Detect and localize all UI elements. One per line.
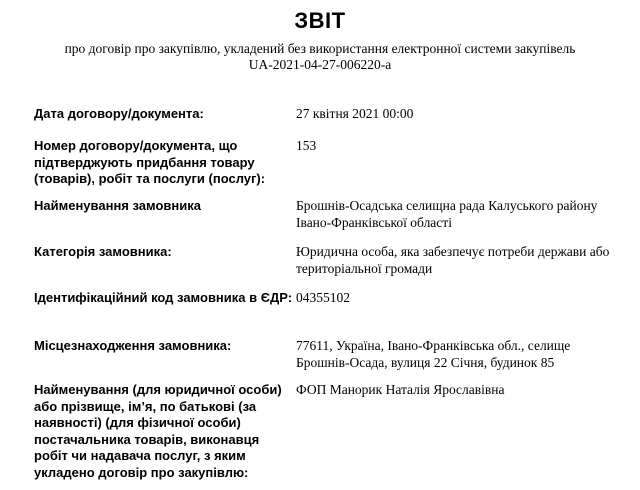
field-label: Дата договору/документа: [34, 106, 204, 121]
field-row-customer-location [34, 338, 614, 371]
field-label: Місцезнаходження замовника: [34, 338, 232, 353]
field-value: Брошнів-Осадська селищна рада Калуського району Івано-Франківської області [296, 198, 598, 230]
field-row-contract-date [34, 106, 614, 123]
field-value: 153 [296, 138, 317, 153]
field-value: Юридична особа, яка забезпечує потреби держави або територіальної громади [296, 244, 610, 276]
field-label: Найменування (для юридичної особи) або прізвище, ім’я, по батькові (за наявності) (для фізичної особи) постачальника товарів, виконавця робіт чи надавача послуг, з яким укладено договір про закупівлю: [34, 382, 282, 480]
report-header [0, 8, 640, 73]
field-label: Ідентифікаційний код замовника в ЄДР: [34, 290, 293, 305]
field-value: ФОП Манорик Наталія Ярославівна [296, 382, 505, 397]
procurement-id: UA-2021-04-27-006220-a [248, 57, 392, 72]
field-label: Номер договору/документа, що підтверджують придбання товару (товарів), робіт та послуги (послуг): [34, 138, 266, 186]
field-label: Категорія замовника: [34, 244, 172, 259]
field-row-contract-number [34, 138, 614, 188]
field-value: 27 квітня 2021 00:00 [296, 106, 414, 121]
field-label: Найменування замовника [34, 198, 201, 213]
field-value: 77611, Україна, Івано-Франківська обл., селище Брошнів-Осада, вулиця 22 Січня, будинок 85 [296, 338, 571, 370]
field-row-supplier-name [34, 382, 614, 481]
report-subtitle: про договір про закупівлю, укладений без використання електронної системи закупівель [64, 41, 576, 56]
field-row-customer-code [34, 290, 614, 307]
field-row-customer-name [34, 198, 614, 231]
report-title: ЗВІТ [294, 8, 346, 33]
field-row-customer-category [34, 244, 614, 277]
field-value: 04355102 [296, 290, 350, 305]
